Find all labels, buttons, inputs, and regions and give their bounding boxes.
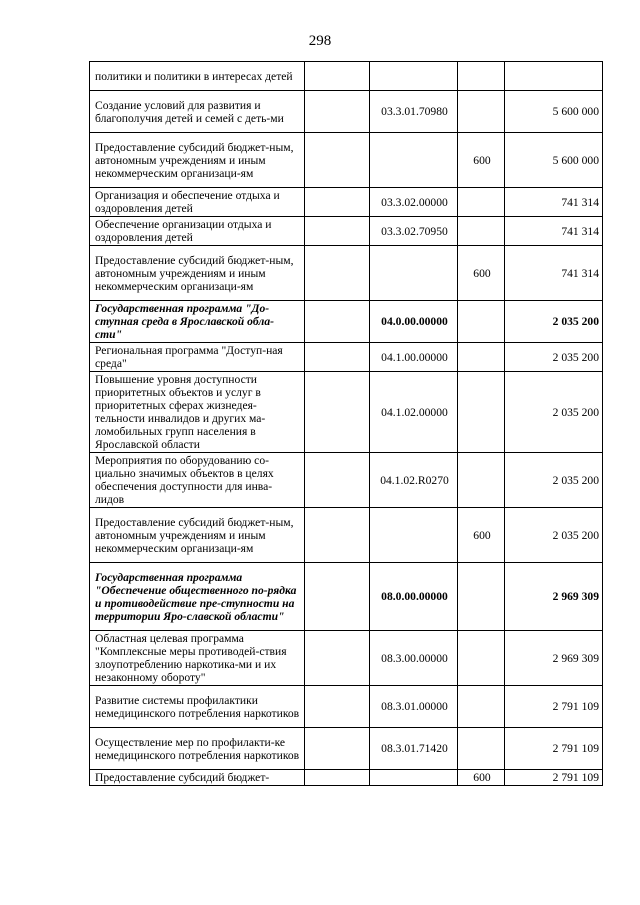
table-row (90, 133, 603, 188)
expense-type-code: 600 (458, 508, 505, 563)
table-row (90, 770, 603, 786)
table-row (90, 686, 603, 728)
amount-value: 741 314 (505, 188, 603, 217)
expense-type-code (458, 453, 505, 508)
blank-cell (305, 343, 370, 372)
table-row (90, 217, 603, 246)
amount-value: 741 314 (505, 246, 603, 301)
amount-value: 2 035 200 (505, 453, 603, 508)
blank-cell (305, 686, 370, 728)
blank-cell (305, 372, 370, 453)
target-article-code (370, 246, 458, 301)
blank-cell (305, 246, 370, 301)
amount-value: 2 969 309 (505, 631, 603, 686)
table-row (90, 91, 603, 133)
expense-item-name: политики и политики в интересах детей (90, 62, 305, 91)
target-article-code: 03.3.02.00000 (370, 188, 458, 217)
expense-type-code (458, 343, 505, 372)
target-article-code (370, 62, 458, 91)
table-row (90, 301, 603, 343)
blank-cell (305, 508, 370, 563)
expense-type-code (458, 217, 505, 246)
target-article-code: 08.3.01.00000 (370, 686, 458, 728)
target-article-code: 04.1.02.R0270 (370, 453, 458, 508)
blank-cell (305, 301, 370, 343)
target-article-code: 08.3.01.71420 (370, 728, 458, 770)
expense-item-name: Осуществление мер по профилакти-ке немедицинского потребления наркотиков (90, 728, 305, 770)
target-article-code: 08.3.00.00000 (370, 631, 458, 686)
expense-type-code: 600 (458, 133, 505, 188)
target-article-code: 03.3.01.70980 (370, 91, 458, 133)
amount-value: 2 791 109 (505, 728, 603, 770)
blank-cell (305, 453, 370, 508)
amount-value: 2 791 109 (505, 770, 603, 786)
amount-value (505, 62, 603, 91)
expense-type-code (458, 91, 505, 133)
budget-table (89, 61, 603, 786)
expense-item-name: Развитие системы профилактики немедицинского потребления наркотиков (90, 686, 305, 728)
amount-value: 5 600 000 (505, 91, 603, 133)
amount-value: 2 035 200 (505, 301, 603, 343)
expense-type-code (458, 631, 505, 686)
expense-type-code (458, 372, 505, 453)
table-row (90, 453, 603, 508)
amount-value: 2 035 200 (505, 508, 603, 563)
expense-item-name: Областная целевая программа "Комплексные меры противодей-ствия злоупотреблению наркотика-ми и их незаконному обороту" (90, 631, 305, 686)
expense-item-name: Обеспечение организации отдыха и оздоровления детей (90, 217, 305, 246)
blank-cell (305, 217, 370, 246)
expense-item-name: Мероприятия по оборудованию со-циально значимых объектов в целях обеспечения доступности для инва-лидов (90, 453, 305, 508)
amount-value: 2 791 109 (505, 686, 603, 728)
target-article-code: 04.1.00.00000 (370, 343, 458, 372)
expense-item-name: Предоставление субсидий бюджет-ным, автономным учреждениям и иным некоммерческим организаци-ям (90, 508, 305, 563)
amount-value: 2 035 200 (505, 372, 603, 453)
amount-value: 2 035 200 (505, 343, 603, 372)
expense-type-code (458, 686, 505, 728)
expense-item-name: Повышение уровня доступности приоритетных объектов и услуг в приоритетных сферах жизнедея-тельности инвалидов и других ма-ломобильных групп населения в Ярославской области (90, 372, 305, 453)
table-row (90, 563, 603, 631)
blank-cell (305, 563, 370, 631)
blank-cell (305, 62, 370, 91)
expense-item-name: Государственная программа "До-ступная среда в Ярославской обла-сти" (90, 301, 305, 343)
target-article-code: 03.3.02.70950 (370, 217, 458, 246)
table-row (90, 343, 603, 372)
expense-item-name: Предоставление субсидий бюджет- (90, 770, 305, 786)
expense-type-code (458, 301, 505, 343)
expense-item-name: Организация и обеспечение отдыха и оздоровления детей (90, 188, 305, 217)
target-article-code (370, 133, 458, 188)
expense-item-name: Создание условий для развития и благополучия детей и семей с деть-ми (90, 91, 305, 133)
budget-table-body (90, 62, 603, 786)
blank-cell (305, 133, 370, 188)
page-number: 298 (308, 33, 332, 49)
table-row (90, 62, 603, 91)
amount-value: 741 314 (505, 217, 603, 246)
target-article-code: 04.0.00.00000 (370, 301, 458, 343)
expense-type-code (458, 188, 505, 217)
expense-item-name: Предоставление субсидий бюджет-ным, автономным учреждениям и иным некоммерческим организаци-ям (90, 246, 305, 301)
expense-item-name: Региональная программа "Доступ-ная среда" (90, 343, 305, 372)
expense-type-code (458, 563, 505, 631)
table-row (90, 631, 603, 686)
expense-type-code (458, 62, 505, 91)
table-row (90, 188, 603, 217)
expense-item-name: Предоставление субсидий бюджет-ным, автономным учреждениям и иным некоммерческим организаци-ям (90, 133, 305, 188)
blank-cell (305, 770, 370, 786)
expense-type-code (458, 728, 505, 770)
amount-value: 2 969 309 (505, 563, 603, 631)
table-row (90, 728, 603, 770)
amount-value: 5 600 000 (505, 133, 603, 188)
expense-item-name: Государственная программа "Обеспечение общественного по-рядка и противодействие пре-ступности на территории Яро-славской области" (90, 563, 305, 631)
table-row (90, 508, 603, 563)
expense-type-code: 600 (458, 246, 505, 301)
table-row (90, 246, 603, 301)
target-article-code: 04.1.02.00000 (370, 372, 458, 453)
blank-cell (305, 91, 370, 133)
blank-cell (305, 631, 370, 686)
target-article-code (370, 508, 458, 563)
target-article-code: 08.0.00.00000 (370, 563, 458, 631)
expense-type-code: 600 (458, 770, 505, 786)
target-article-code (370, 770, 458, 786)
blank-cell (305, 728, 370, 770)
table-row (90, 372, 603, 453)
blank-cell (305, 188, 370, 217)
